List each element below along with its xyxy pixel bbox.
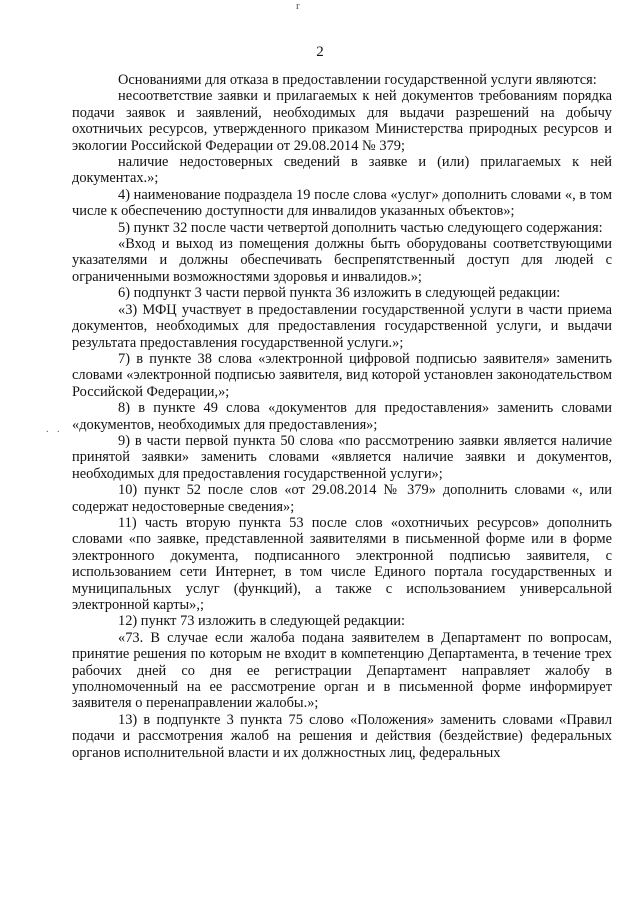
corner-mark: r bbox=[296, 0, 300, 12]
margin-mark: . . bbox=[46, 424, 63, 435]
paragraph: Основаниями для отказа в предоставлении государственной услуги являются: bbox=[118, 72, 597, 88]
document-body bbox=[72, 72, 612, 761]
paragraph: несоответствие заявки и прилагаемых к ней документов требованиям порядка подачи заявок и заявлений, необходимых для выдачи разрешений на добычу охотничьих ресурсов, утвержденного приказом Министерства природных ресурсов и экологии Российской Федерации от 29.08.2014 № 379; bbox=[72, 88, 612, 154]
page-number: 2 bbox=[316, 44, 324, 60]
paragraph: 13) в подпункте 3 пункта 75 слово «Положения» заменить словами «Правил подачи и рассмотрения жалоб на решения и действия (бездействие) федеральных органов исполнительной власти и их должностных лиц, федеральных bbox=[72, 711, 612, 761]
paragraph: 8) в пункте 49 слова «документов для предоставления» заменить словами «документов, необходимых для предоставления»; bbox=[72, 400, 612, 433]
paragraph: 4) наименование подраздела 19 после слова «услуг» дополнить словами «, в том числе к обеспечению доступности для инвалидов указанных объектов»; bbox=[72, 186, 612, 220]
paragraph: 11) часть вторую пункта 53 после слов «охотничьих ресурсов» дополнить словами «по заявке, представленной заявителями в письменной форме или в форме электронного документа, подписанного электронной подписью заявителя, с использованием сети Интернет, в том числе Единого портала государственных и муниципальных услуг (функций), а также с использованием универсальной электронной карты»,; bbox=[72, 514, 612, 613]
paragraph: наличие недостоверных сведений в заявке и (или) прилагаемых к ней документах.»; bbox=[72, 154, 612, 187]
paragraph: 6) подпункт 3 части первой пункта 36 изложить в следующей редакции: bbox=[118, 285, 561, 302]
paragraph: 9) в части первой пункта 50 слова «по рассмотрению заявки является наличие принятой заявки» заменить словами «является наличие заявки и документов, необходимых для предоставления государственной услуги»; bbox=[72, 432, 612, 482]
paragraph: 10) пункт 52 после слов «от 29.08.2014 № 379» дополнить словами «, или содержат недостоверные сведения»; bbox=[72, 482, 612, 515]
paragraph: «3) МФЦ участвует в предоставлении государственной услуги в части приема документов, необходимых для предоставления государственной услуги, и выдачи результата предоставления государственной услуги.»; bbox=[72, 301, 612, 351]
paragraph: 7) в пункте 38 слова «электронной цифровой подписью заявителя» заменить словами «электронной подписью заявителя, вид которой установлен законодательством Российской Федерации,»; bbox=[72, 350, 612, 400]
paragraph: 12) пункт 73 изложить в следующей редакции: bbox=[118, 613, 405, 630]
paragraph: «73. В случае если жалоба подана заявителем в Департамент по вопросам, принятие решения по которым не входит в компетенцию Департамента, в течение трех рабочих дней со дня ее регистрации Департамент направляет жалобу в уполномоченный на ее рассмотрение орган и в письменной форме информирует заявителя о перенаправлении жалобы.»; bbox=[72, 629, 612, 712]
paragraph: «Вход и выход из помещения должны быть оборудованы соответствующими указателями и должны обеспечивать беспрепятственный доступ для людей с ограниченными возможностями здоровья и инвалидов.»; bbox=[72, 236, 612, 285]
paragraph: 5) пункт 32 после части четвертой дополнить частью следующего содержания: bbox=[118, 219, 603, 236]
